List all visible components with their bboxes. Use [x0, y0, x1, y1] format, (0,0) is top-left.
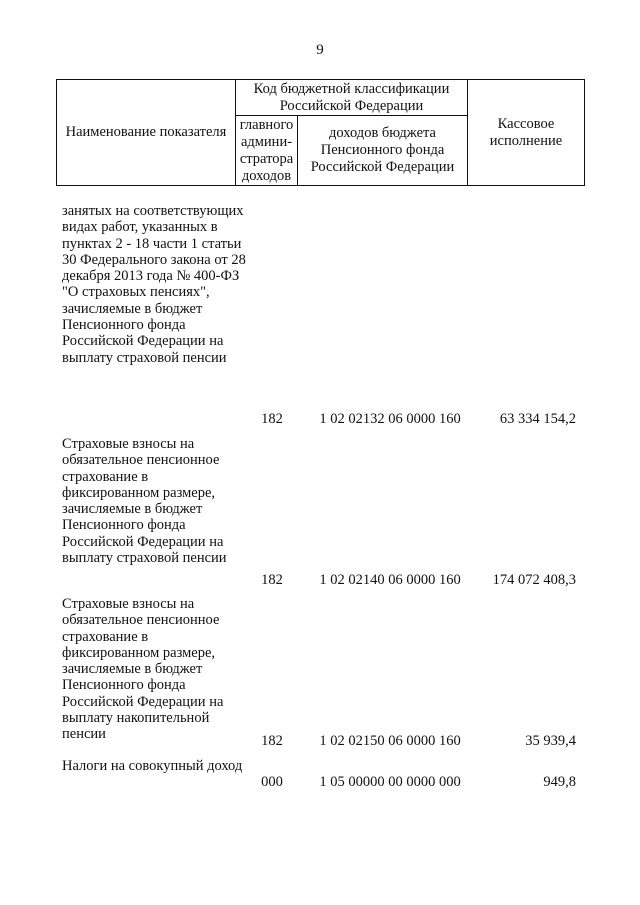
- row-name: Страховые взносы на обязательное пенсионное страхование в фиксированном размере, зачисляемые в бюджет Пенсионного фонда Российской Федерации на выплату страховой пенсии: [62, 436, 227, 567]
- header-cash: Кассовое исполнение: [468, 80, 585, 186]
- row-amount: 174 072 408,3: [492, 572, 576, 588]
- row-budget-code: 1 02 02132 06 0000 160: [319, 411, 461, 427]
- header-admin: главного админи-стратора доходов: [236, 116, 298, 186]
- row-name: Страховые взносы на обязательное пенсионное страхование в фиксированном размере, зачисляемые в бюджет Пенсионного фонда Российской Федерации на выплату накопительной пенсии: [62, 596, 224, 743]
- row-admin-code: 182: [261, 733, 283, 749]
- row-admin-code: 000: [261, 774, 283, 790]
- row-admin-code: 182: [261, 411, 283, 427]
- row-amount: 35 939,4: [525, 733, 576, 749]
- row-budget-code: 1 05 00000 00 0000 000: [319, 774, 461, 790]
- header-classification: Код бюджетной классификации Российской Федерации: [236, 80, 468, 116]
- row-budget-code: 1 02 02140 06 0000 160: [319, 572, 461, 588]
- row-amount: 63 334 154,2: [499, 411, 576, 427]
- header-revenue: доходов бюджета Пенсионного фонда Российской Федерации: [298, 116, 468, 186]
- table-header: [56, 79, 585, 186]
- page-number: 9: [316, 42, 324, 58]
- row-name: Налоги на совокупный доход: [62, 758, 243, 774]
- row-amount: 949,8: [543, 774, 576, 790]
- row-name: занятых на соответствующих видах работ, указанных в пунктах 2 - 18 части 1 статьи 30 Федерального закона от 28 декабря 2013 года № 400-ФЗ "О страховых пенсиях", зачисляемые в бюджет Пенсионного фонда Российской Федерации на выплату страховой пенсии: [62, 203, 246, 366]
- row-admin-code: 182: [261, 572, 283, 588]
- row-budget-code: 1 02 02150 06 0000 160: [319, 733, 461, 749]
- header-indicator: Наименование показателя: [57, 80, 236, 186]
